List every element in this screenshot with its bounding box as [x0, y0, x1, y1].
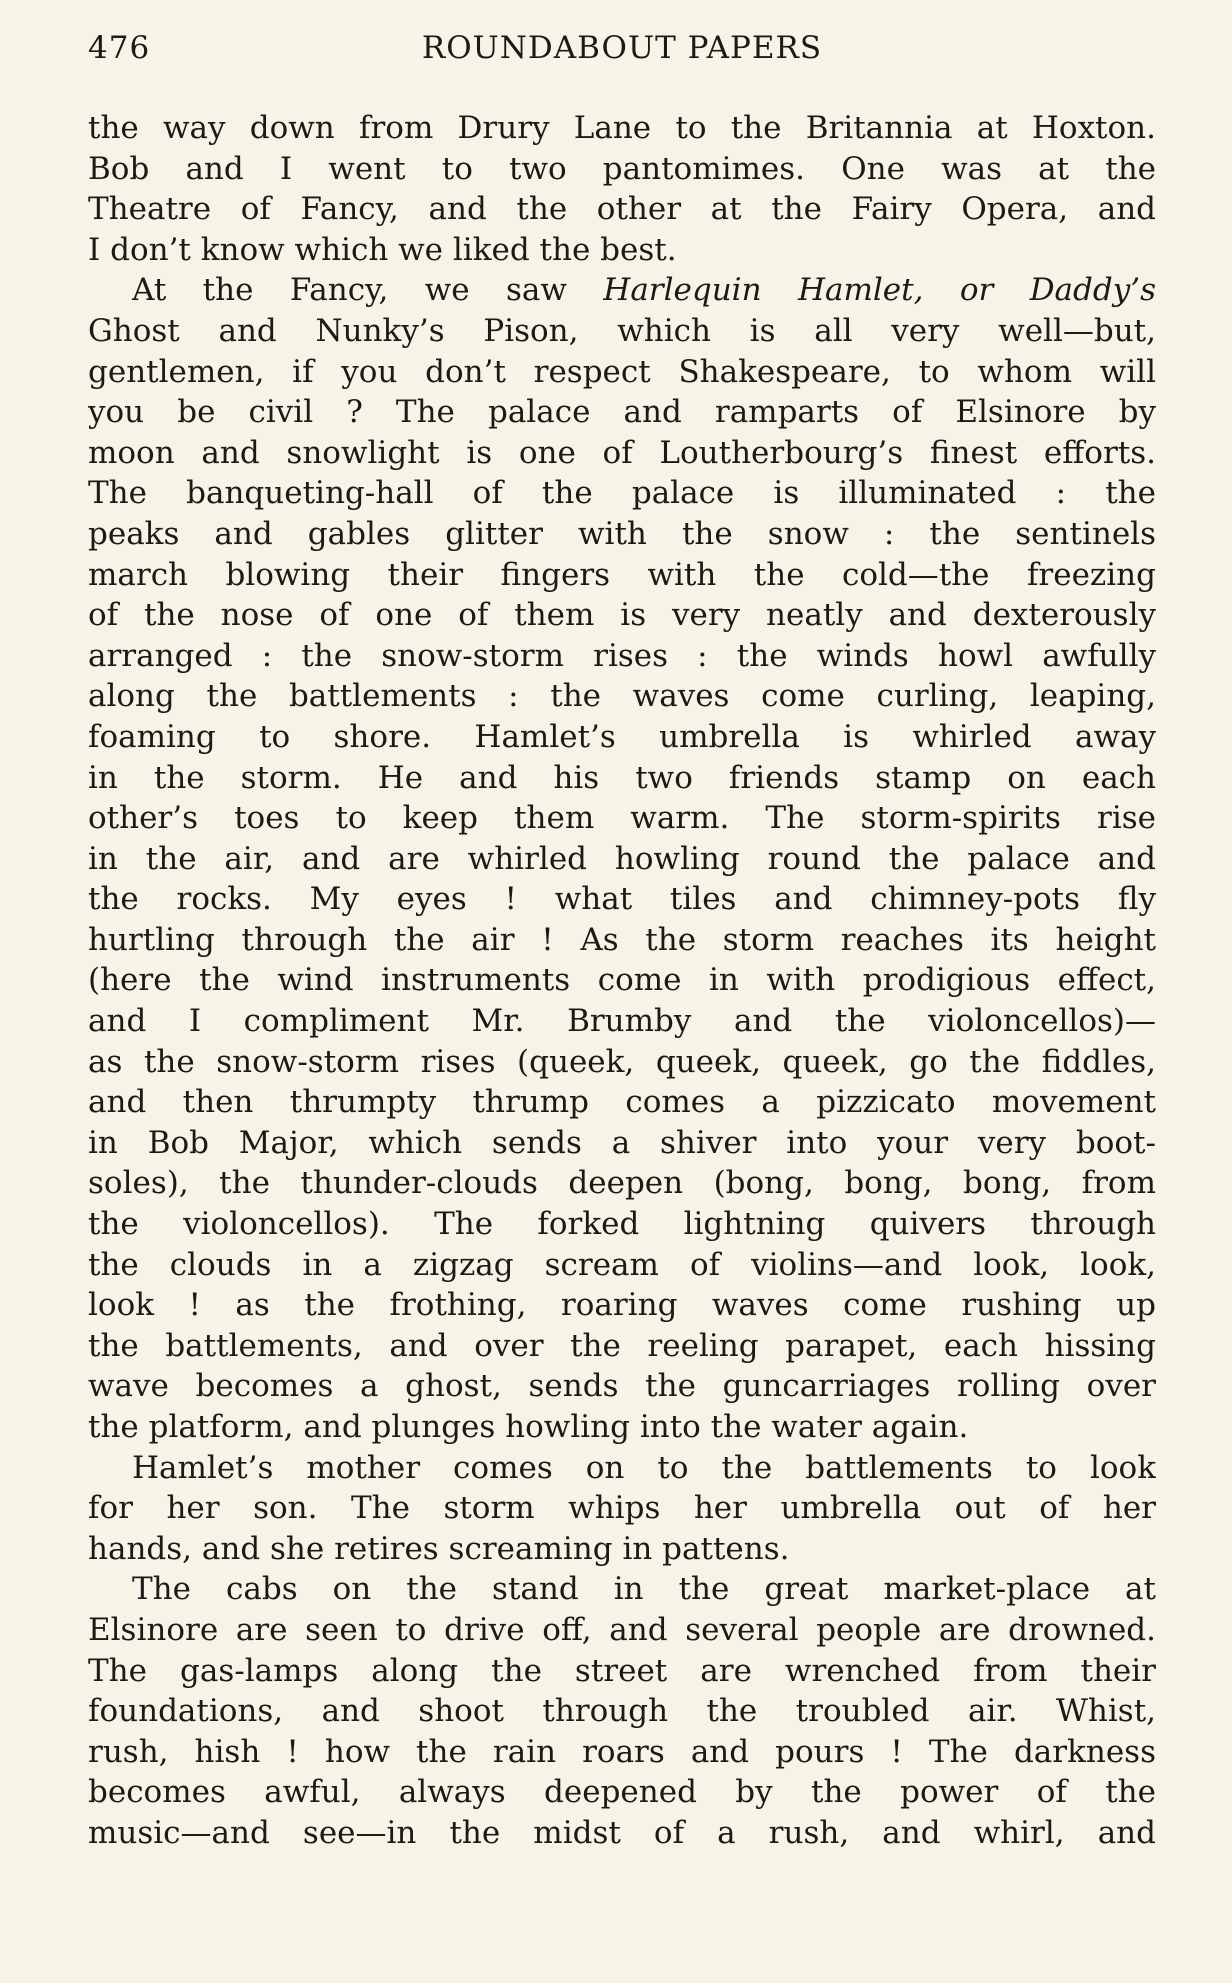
page-number: 476 — [88, 30, 151, 66]
text-line: of the nose of one of them is very neatly and dexterously — [88, 597, 1156, 634]
text-line: gentlemen, if you don’t respect Shakespeare, to whom will — [88, 353, 1156, 390]
text-line: the platform, and plunges howling into the water again. — [88, 1409, 969, 1445]
running-title: ROUNDABOUT PAPERS — [421, 30, 823, 66]
text-line: moon and snowlight is one of Loutherbourg’s finest efforts. — [88, 434, 1156, 471]
text-line: hands, and she retires screaming in pattens. — [88, 1530, 790, 1567]
text-line: the clouds in a zigzag scream of violins—and look, look, — [88, 1246, 1156, 1283]
text-line: Ghost and Nunky’s Pison, which is all very well—but, — [88, 312, 1156, 349]
text-line: look ! as the frothing, roaring waves come rushing up — [88, 1287, 1156, 1324]
text-line: in the air, and are whirled howling round the palace and — [88, 840, 1156, 877]
text-line: The gas-lamps along the street are wrenched from their — [88, 1652, 1156, 1689]
text-line: foundations, and shoot through the troubled air. Whist, — [88, 1693, 1156, 1730]
text-line: becomes awful, always deepened by the power of the — [88, 1774, 1156, 1811]
text-line: rush, hish ! how the rain roars and pours ! The darkness — [88, 1733, 1156, 1770]
body-text — [88, 108, 1156, 1854]
text-line — [88, 270, 1156, 311]
text-line: other’s toes to keep them warm. The storm-spirits rise — [88, 800, 1156, 837]
text-line: wave becomes a ghost, sends the guncarriages rolling over — [88, 1368, 1156, 1405]
text-line: hurtling through the air ! As the storm reaches its height — [88, 921, 1156, 958]
text-line: Elsinore are seen to drive off, and several people are drowned. — [88, 1611, 1156, 1648]
text-line: and I compliment Mr. Brumby and the violoncellos)— — [88, 1003, 1156, 1040]
text-line: the way down from Drury Lane to the Britannia at Hoxton. — [88, 110, 1156, 146]
text-line: in the storm. He and his two friends stamp on each — [88, 759, 1156, 796]
text-line: arranged : the snow-storm rises : the winds howl awfully — [88, 637, 1156, 674]
text-line: as the snow-storm rises (queek, queek, queek, go the fiddles, — [88, 1043, 1156, 1080]
text-line: the battlements, and over the reeling parapet, each hissing — [88, 1327, 1156, 1364]
text-line: Bob and I went to two pantomimes. One was at the — [88, 150, 1156, 187]
play-title-italic: Harlequin Hamlet, or Daddy’s — [603, 272, 1156, 309]
text-line: peaks and gables glitter with the snow : the sentinels — [88, 515, 1156, 552]
text-line: along the battlements : the waves come curling, leaping, — [88, 678, 1156, 715]
text-line: foaming to shore. Hamlet’s umbrella is whirled away — [88, 718, 1156, 755]
text-line: music—and see—in the midst of a rush, and whirl, and — [88, 1814, 1156, 1851]
text-line: the violoncellos). The forked lightning quivers through — [88, 1206, 1156, 1243]
text-line: The cabs on the stand in the great market-place at — [132, 1571, 1156, 1608]
text-line: in Bob Major, which sends a shiver into your very boot- — [88, 1124, 1156, 1161]
text-line: Hamlet’s mother comes on to the battlements to look — [132, 1449, 1156, 1486]
text-line: soles), the thunder-clouds deepen (bong, bong, bong, from — [88, 1165, 1156, 1202]
text-line: I don’t know which we liked the best. — [88, 231, 677, 268]
text-line: (here the wind instruments come in with prodigious effect, — [88, 962, 1156, 999]
text-line: for her son. The storm whips her umbrella out of her — [88, 1490, 1156, 1527]
running-head — [88, 30, 1156, 74]
text-line: Theatre of Fancy, and the other at the Fairy Opera, and — [88, 191, 1156, 228]
text-line: the rocks. My eyes ! what tiles and chimney-pots fly — [88, 881, 1156, 918]
text-line: and then thrumpty thrump comes a pizzicato movement — [88, 1084, 1156, 1121]
text-line: you be civil ? The palace and ramparts of Elsinore by — [88, 394, 1156, 431]
text-line: march blowing their fingers with the cold—the freezing — [88, 556, 1156, 593]
text-line: The banqueting-hall of the palace is illuminated : the — [88, 475, 1156, 512]
text-segment: At the Fancy, we saw — [132, 272, 567, 309]
